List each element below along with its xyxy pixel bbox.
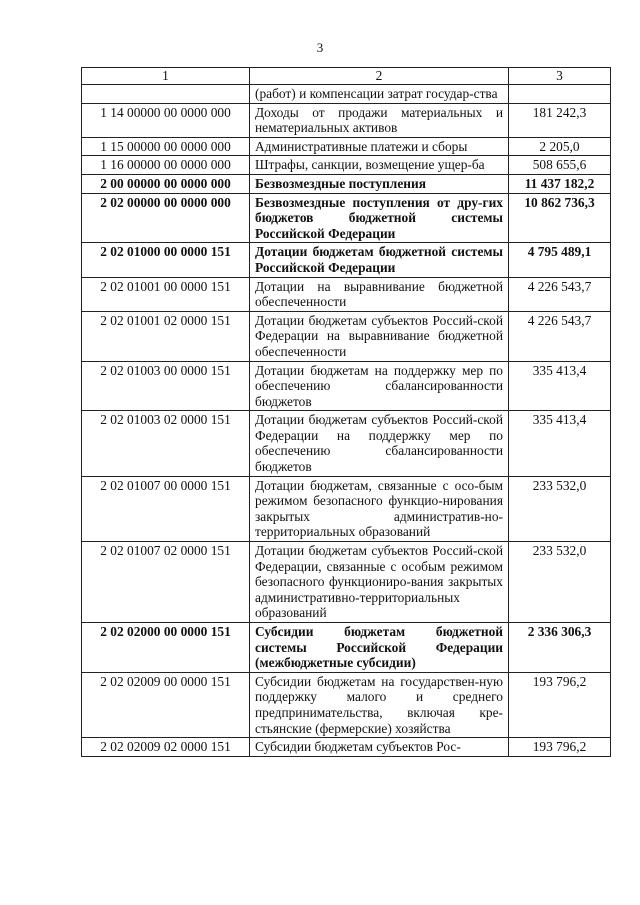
name-cell: Дотации на выравнивание бюджетной обеспеченности bbox=[250, 277, 509, 311]
table-row bbox=[82, 542, 611, 623]
page-number: 3 bbox=[316, 40, 324, 55]
name-cell: Дотации бюджетам субъектов Россий-ской Федерации на выравнивание бюджетной обеспеченности bbox=[250, 311, 509, 361]
amount-cell: 181 242,3 bbox=[509, 103, 611, 137]
name-cell: Дотации бюджетам субъектов Россий-ской Федерации, связанные с особым режимом безопасного функциониро-вания закрытых административно-территориальных образований bbox=[250, 542, 509, 623]
table-row bbox=[82, 623, 611, 673]
amount-cell: 508 655,6 bbox=[509, 156, 611, 175]
amount-cell: 10 862 736,3 bbox=[509, 193, 611, 243]
amount-cell: 335 413,4 bbox=[509, 361, 611, 411]
table-row bbox=[82, 411, 611, 476]
table-row bbox=[82, 243, 611, 277]
amount-cell: 193 796,2 bbox=[509, 738, 611, 757]
table-row bbox=[82, 85, 611, 104]
code-cell: 2 02 02009 00 0000 151 bbox=[82, 672, 250, 737]
code-cell: 2 02 01001 02 0000 151 bbox=[82, 311, 250, 361]
budget-revenue-table bbox=[81, 67, 611, 757]
name-cell: Дотации бюджетам, связанные с осо-бым режимом безопасного функцио-нирования закрытых административ-но-территориальных образований bbox=[250, 476, 509, 541]
table-row bbox=[82, 476, 611, 541]
amount-cell: 11 437 182,2 bbox=[509, 174, 611, 193]
amount-cell: 2 205,0 bbox=[509, 137, 611, 156]
code-cell: 2 02 00000 00 0000 000 bbox=[82, 193, 250, 243]
name-cell: Субсидии бюджетам субъектов Рос- bbox=[250, 738, 509, 757]
table-row bbox=[82, 174, 611, 193]
code-cell: 2 02 01001 00 0000 151 bbox=[82, 277, 250, 311]
column-header-name: 2 bbox=[250, 68, 509, 85]
name-cell: (работ) и компенсации затрат государ-ства bbox=[250, 85, 509, 104]
code-cell: 2 02 02000 00 0000 151 bbox=[82, 623, 250, 673]
name-cell: Административные платежи и сборы bbox=[250, 137, 509, 156]
code-cell: 2 02 01000 00 0000 151 bbox=[82, 243, 250, 277]
column-header-code: 1 bbox=[82, 68, 250, 85]
amount-cell: 2 336 306,3 bbox=[509, 623, 611, 673]
amount-cell bbox=[509, 85, 611, 104]
amount-cell: 4 795 489,1 bbox=[509, 243, 611, 277]
code-cell: 2 02 01007 00 0000 151 bbox=[82, 476, 250, 541]
name-cell: Дотации бюджетам субъектов Россий-ской Федерации на поддержку мер по обеспечению сбалансированности бюджетов bbox=[250, 411, 509, 476]
code-cell: 1 14 00000 00 0000 000 bbox=[82, 103, 250, 137]
name-cell: Субсидии бюджетам бюджетной системы Российской Федерации (межбюджетные субсидии) bbox=[250, 623, 509, 673]
code-cell: 2 00 00000 00 0000 000 bbox=[82, 174, 250, 193]
amount-cell: 4 226 543,7 bbox=[509, 311, 611, 361]
name-cell: Безвозмездные поступления bbox=[250, 174, 509, 193]
table-row bbox=[82, 277, 611, 311]
name-cell: Дотации бюджетам бюджетной системы Российской Федерации bbox=[250, 243, 509, 277]
code-cell: 2 02 01007 02 0000 151 bbox=[82, 542, 250, 623]
code-cell: 2 02 02009 02 0000 151 bbox=[82, 738, 250, 757]
name-cell: Безвозмездные поступления от дру-гих бюджетов бюджетной системы Российской Федерации bbox=[250, 193, 509, 243]
table-row bbox=[82, 311, 611, 361]
amount-cell: 233 532,0 bbox=[509, 542, 611, 623]
code-cell: 2 02 01003 00 0000 151 bbox=[82, 361, 250, 411]
name-cell: Доходы от продажи материальных и нематериальных активов bbox=[250, 103, 509, 137]
table-row bbox=[82, 137, 611, 156]
amount-cell: 335 413,4 bbox=[509, 411, 611, 476]
name-cell: Дотации бюджетам на поддержку мер по обеспечению сбалансированности бюджетов bbox=[250, 361, 509, 411]
table-row bbox=[82, 193, 611, 243]
code-cell bbox=[82, 85, 250, 104]
table-row bbox=[82, 156, 611, 175]
code-cell: 1 16 00000 00 0000 000 bbox=[82, 156, 250, 175]
table-row bbox=[82, 672, 611, 737]
column-header-amount: 3 bbox=[509, 68, 611, 85]
table-header-row bbox=[82, 68, 611, 85]
amount-cell: 193 796,2 bbox=[509, 672, 611, 737]
name-cell: Штрафы, санкции, возмещение ущер-ба bbox=[250, 156, 509, 175]
code-cell: 1 15 00000 00 0000 000 bbox=[82, 137, 250, 156]
code-cell: 2 02 01003 02 0000 151 bbox=[82, 411, 250, 476]
table-row bbox=[82, 103, 611, 137]
table-body bbox=[82, 85, 611, 757]
amount-cell: 233 532,0 bbox=[509, 476, 611, 541]
table-row bbox=[82, 738, 611, 757]
table-row bbox=[82, 361, 611, 411]
name-cell: Субсидии бюджетам на государствен-ную поддержку малого и среднего предпринимательства, включая кре-стьянские (фермерские) хозяйства bbox=[250, 672, 509, 737]
amount-cell: 4 226 543,7 bbox=[509, 277, 611, 311]
